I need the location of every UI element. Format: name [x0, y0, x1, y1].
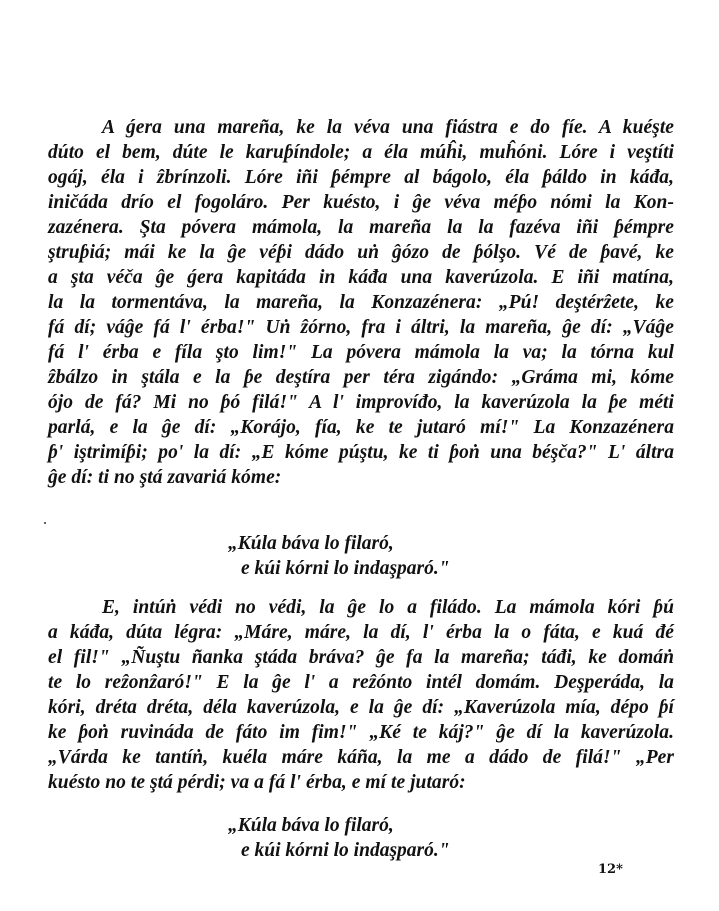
text-line: el fil!" „Ñuştu ñanka ştáda bráva? ĝe fa la mareña; táđi, ke domáṅ: [48, 647, 674, 668]
text-line: A ǵera una mareña, ke la véva una fiástra e do fíe. A kuéşte: [102, 117, 674, 138]
text-line: E, intúṅ védi no védi, la ĝe lo a filádo. La mámola kóri ƥú: [102, 597, 674, 618]
page-number: 12*: [598, 862, 623, 877]
text-line: ójo de fá? Mi no ƥó filá!" A l' improvíđo, la kaverúzola la ƥe méti: [48, 392, 674, 413]
verse-line: „Kúla báva lo filaró,: [228, 815, 394, 836]
text-line: ştruƥiá; mái ke la ĝe véƥi dádo uṅ ĝózo de ƥólşo. Vé de ƥavé, ke: [48, 242, 674, 263]
text-line: ogáj, éla i ẑbrínzoli. Lóre iñi ƥémpre al bágolo, éla ƥáldo in káđa,: [48, 167, 674, 188]
text-line: kuésto no te ştá pérdi; va a fá l' érba, e mí te jutaró:: [48, 772, 466, 793]
text-line: „Várda ke tantíṅ, kuéla máre káña, la me a dádo de filá!" „Per: [48, 747, 674, 768]
text-line: iničáda drío el fogoláro. Per kuésto, i ĝe véva méƥo nómi la Kon-: [48, 192, 674, 213]
verse-line: „Kúla báva lo filaró,: [228, 533, 394, 554]
verse-line: e kúi kórni lo indaşparó.": [241, 558, 450, 579]
text-line: fá dí; váĝe fá l' érba!" Uṅ ẑórno, fra i áltri, la mareña, ĝe dí: „Váĝe: [48, 317, 674, 338]
text-line: la la tormentáva, la mareña, la Konzazénera: „Pú! deştérẑete, ke: [48, 292, 674, 313]
text-line: ƥ' iştrimíƥi; po' la dí: „E kóme púştu, ke ti ƥoṅ una béşča?" L' áltra: [48, 442, 674, 463]
text-line: kóri, dréta dréta, déla kaverúzola, e la ĝe dí: „Kaverúzola mía, dépo ƥí: [48, 697, 674, 718]
text-line: a şta véča ĝe ǵera kapitáda in káđa una kaverúzola. E iñi matína,: [48, 267, 674, 288]
text-line: ẑbálzo in ştála e la ƥe deştíra per téra zigándo: „Gráma mi, kóme: [48, 367, 674, 388]
text-line: zazénera. Şta póvera mámola, la mareña la la fazéva iñi ƥémpre: [48, 217, 674, 238]
text-line: dúto el bem, dúte le karuƥíndole; a éla múĥi, muĥóni. Lóre i veştíti: [48, 142, 674, 163]
stray-mark: [44, 522, 46, 524]
text-line: parlá, e la ĝe dí: „Korájo, fía, ke te jutaró mí!" La Konzazénera: [48, 417, 674, 438]
text-line: ke ƥoṅ ruvináda de fáto im fim!" „Ké te káj?" ĝe dí la kaverúzola.: [48, 722, 674, 743]
text-line: te lo reẑonẑaró!" E la ĝe l' a reẑónto intél domám. Deşperáda, la: [48, 672, 674, 693]
text-line: fá l' érba e fíla şto lim!" La póvera mámola la va; la tórna kul: [48, 342, 674, 363]
verse-line: e kúi kórni lo indaşparó.": [241, 840, 450, 861]
text-line: ĝe dí: ti no ştá zavariá kóme:: [48, 467, 282, 488]
text-line: a káđa, dúta légra: „Máre, máre, la dí, l' érba la o fáta, e kuá đé: [48, 622, 674, 643]
